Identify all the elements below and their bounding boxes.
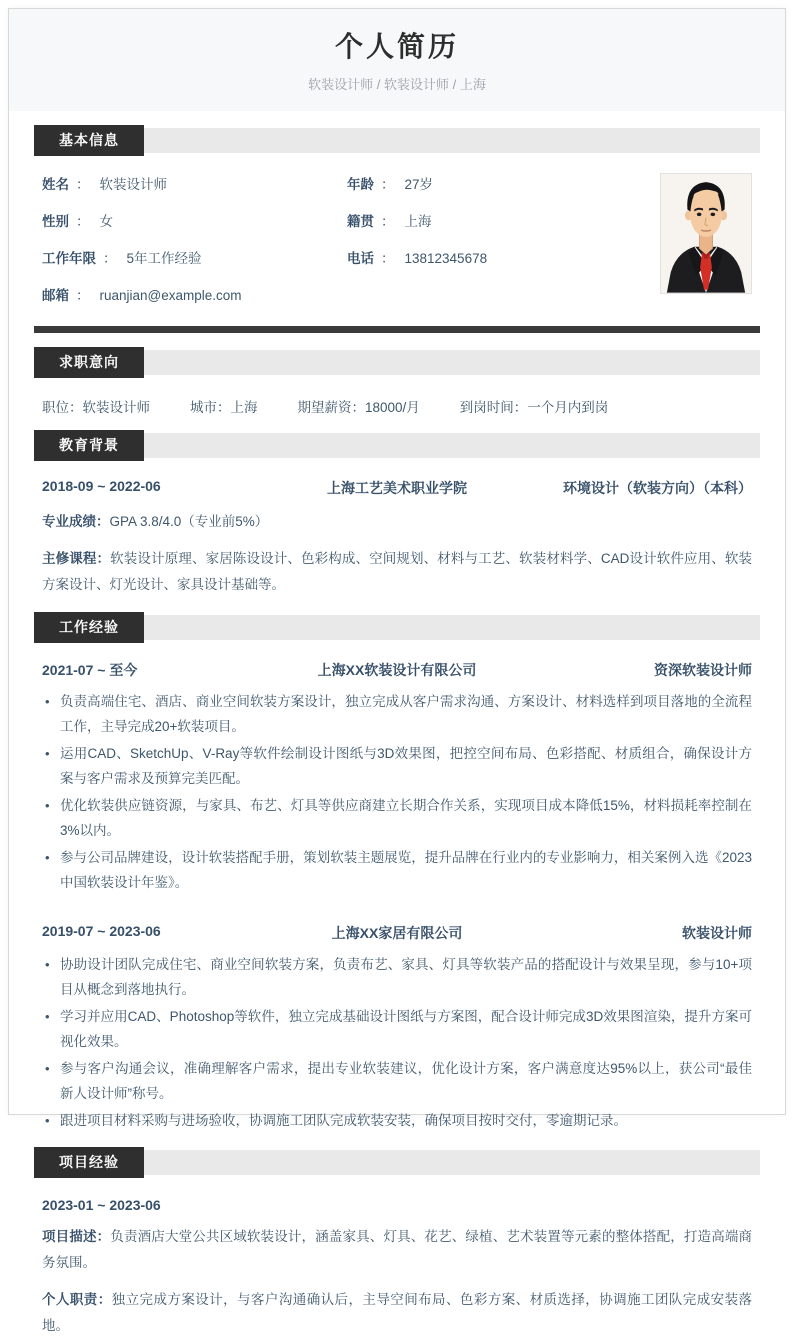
intent-label: 期望薪资 — [297, 400, 352, 415]
field-email — [42, 284, 347, 304]
education-degree: 环境设计（软装方向）（本科） — [563, 480, 753, 496]
job-bullet: • 运用CAD、SketchUp、V-Ray等软件绘制设计图纸与3D效果图，把控空间布局、色彩搭配、材质组合，确保设计方案与客户需求及预算完美匹配。 — [42, 741, 752, 791]
colon: ： — [76, 288, 90, 303]
field-age — [347, 173, 646, 193]
section-education-header — [34, 430, 760, 460]
intent-value: 18000/月 — [365, 400, 420, 415]
colon: ： — [351, 400, 365, 415]
profile-photo — [660, 173, 752, 294]
project-description — [42, 1224, 752, 1276]
field-label: 姓名 — [42, 177, 69, 192]
intent-availability — [460, 396, 609, 416]
job-role: 资深软装设计师 — [654, 662, 753, 678]
education-section — [34, 478, 760, 598]
project-responsibility — [42, 1287, 752, 1339]
section-intention-header — [34, 347, 760, 377]
field-experience-years — [42, 247, 347, 267]
colon: ： — [97, 1292, 112, 1307]
field-label: 年龄 — [347, 177, 374, 192]
job-company: 上海XX软装设计有限公司 — [317, 662, 477, 678]
job-company: 上海XX家居有限公司 — [331, 925, 463, 941]
detail-label: 专业成绩 — [42, 514, 96, 529]
section-project-header — [34, 1147, 760, 1177]
intent-value: 上海 — [230, 400, 258, 415]
project-date: 2023-01 ~ 2023-06 — [42, 1197, 161, 1213]
detail-text: 负责酒店大堂公共区域软装设计，涵盖家具、灯具、花艺、绿植、艺术装置等元素的整体搭配，打造高端商务氛围。 — [42, 1229, 753, 1270]
colon: ： — [69, 400, 83, 415]
education-date: 2018-09 ~ 2022-06 — [42, 478, 161, 494]
field-value: 5年工作经验 — [126, 251, 202, 266]
colon: ： — [381, 214, 395, 229]
job-header — [42, 923, 752, 943]
colon: ： — [96, 514, 110, 529]
colon: ： — [381, 251, 395, 266]
job-role: 软装设计师 — [682, 925, 753, 941]
detail-text: GPA 3.8/4.0（专业前5%） — [109, 514, 269, 529]
job-bullet: • 参与公司品牌建设，设计软装搭配手册，策划软装主题展览，提升品牌在行业内的专业影响力，相关案例入选《2023中国软装设计年鉴》。 — [42, 845, 752, 895]
section-basic-info-header — [34, 125, 760, 155]
field-label: 性别 — [42, 214, 69, 229]
colon: ： — [103, 251, 117, 266]
section-title: 基本信息 — [34, 125, 144, 156]
education-school: 上海工艺美术职业学院 — [327, 480, 467, 496]
section-divider — [34, 326, 760, 333]
intent-value: 一个月内到岗 — [527, 400, 609, 415]
job-bullet: • 协助设计团队完成住宅、商业空间软装方案，负责布艺、家具、灯具等软装产品的搭配设计与效果呈现，参与10+项目从概念到落地执行。 — [42, 952, 752, 1002]
colon: ： — [217, 400, 231, 415]
education-gpa — [42, 509, 752, 535]
profile-photo-illustration — [661, 174, 751, 293]
job-bullet: • 学习并应用CAD、Photoshop等软件，独立完成基础设计图纸与方案图，配合设计师完成3D效果图渲染，提升方案可视化效果。 — [42, 1004, 752, 1054]
job-date: 2019-07 ~ 2023-06 — [42, 923, 161, 939]
colon: ： — [96, 551, 111, 566]
intent-position — [42, 396, 150, 416]
field-label: 邮箱 — [42, 288, 69, 303]
detail-label: 个人职责 — [42, 1292, 98, 1307]
field-label: 电话 — [347, 251, 374, 266]
field-label: 籍贯 — [347, 214, 374, 229]
intent-label: 到岗时间 — [459, 400, 514, 415]
job-entry-2 — [42, 923, 752, 1133]
field-name — [42, 173, 347, 193]
section-title: 求职意向 — [34, 347, 144, 378]
resume-body — [9, 125, 785, 1339]
section-title: 工作经验 — [34, 612, 144, 643]
intent-label: 职位 — [42, 400, 69, 415]
section-work-header — [34, 612, 760, 642]
resume-header — [9, 9, 785, 111]
detail-text: 独立完成方案设计，与客户沟通确认后，主导空间布局、色彩方案、材质选择，协调施工团队完成安装落地。 — [42, 1292, 753, 1333]
page-subtitle: 软装设计师 / 软装设计师 / 上海 — [308, 77, 486, 92]
section-title: 项目经验 — [34, 1147, 144, 1178]
section-title: 教育背景 — [34, 430, 144, 461]
field-value: ruanjian@example.com — [99, 288, 242, 303]
field-value: 软装设计师 — [99, 177, 167, 192]
job-bullets — [42, 689, 752, 895]
work-section — [34, 660, 760, 1133]
job-bullet: • 参与客户沟通会议，准确理解客户需求，提出专业软装建议，优化设计方案，客户满意度达95%以上，获公司“最佳新人设计师”称号。 — [42, 1056, 752, 1106]
field-gender — [42, 210, 347, 230]
detail-label: 项目描述 — [42, 1229, 97, 1244]
intention-section — [34, 396, 760, 416]
job-header — [42, 660, 752, 680]
job-bullet: • 跟进项目材料采购与进场验收，协调施工团队完成软装安装，确保项目按时交付，零逾期记录。 — [42, 1108, 752, 1133]
job-bullet: • 优化软装供应链资源，与家具、布艺、灯具等供应商建立长期合作关系，实现项目成本降低15%，材料损耗率控制在3%以内。 — [42, 793, 752, 843]
field-value: 13812345678 — [404, 251, 488, 266]
basic-info-section — [34, 173, 760, 304]
field-value: 上海 — [404, 214, 432, 229]
detail-text: 软装设计原理、家居陈设设计、色彩构成、空间规划、材料与工艺、软装材料学、CAD设计软件应用、软装方案设计、灯光设计、家具设计基础等。 — [42, 551, 753, 592]
resume-page — [8, 8, 786, 1333]
job-date: 2021-07 ~ 至今 — [42, 662, 138, 678]
job-bullet: • 负责高端住宅、酒店、商业空间软装方案设计，独立完成从客户需求沟通、方案设计、材料选样到项目落地的全流程工作，主导完成20+软装项目。 — [42, 689, 752, 739]
detail-label: 主修课程 — [42, 551, 97, 566]
field-value: 女 — [99, 214, 113, 229]
field-hometown — [347, 210, 646, 230]
intent-value: 软装设计师 — [82, 400, 150, 415]
intent-salary — [298, 396, 420, 416]
field-label: 工作年限 — [42, 251, 96, 266]
colon: ： — [96, 1229, 111, 1244]
basic-info-fields — [42, 173, 646, 304]
field-phone — [347, 247, 646, 267]
project-section — [34, 1197, 760, 1339]
intent-label: 城市 — [190, 400, 217, 415]
field-value: 27岁 — [404, 177, 434, 192]
intent-city — [190, 396, 258, 416]
education-courses — [42, 546, 752, 598]
job-entry-1 — [42, 660, 752, 895]
page-title: 个人简历 — [334, 31, 459, 62]
colon: ： — [381, 177, 395, 192]
colon: ： — [513, 400, 528, 415]
education-entry-header — [42, 478, 752, 498]
job-bullets — [42, 952, 752, 1133]
colon: ： — [76, 177, 90, 192]
colon: ： — [76, 214, 90, 229]
